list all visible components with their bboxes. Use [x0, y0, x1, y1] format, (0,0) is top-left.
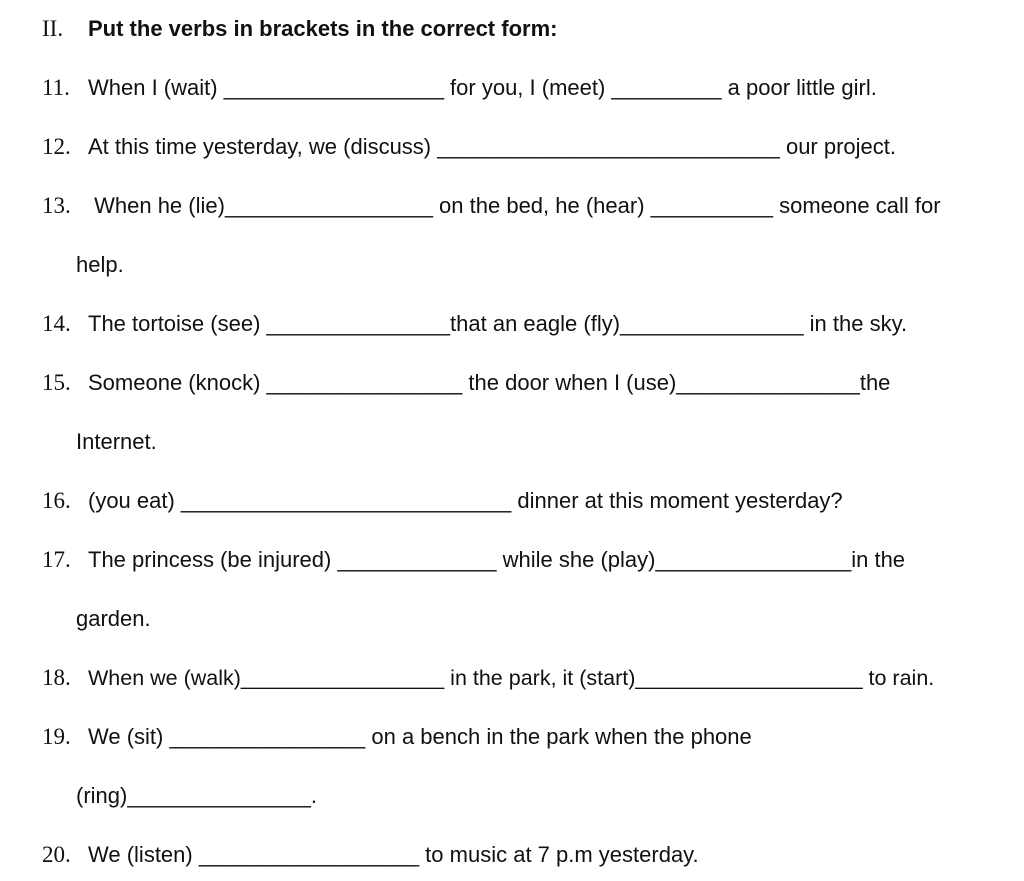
item-number: 14. — [42, 311, 71, 336]
section-number: II. — [42, 16, 64, 41]
item-continuation: (ring)_______________. — [76, 783, 317, 808]
item-text: The tortoise (see) _______________that an eagle (fly)_______________ in the sky. — [88, 311, 908, 336]
item-text: When he (lie)_________________ on the bed, he (hear) __________ someone call for — [88, 193, 941, 218]
item-number: 18. — [42, 665, 71, 690]
item-text: At this time yesterday, we (discuss) ____________________________ our project. — [88, 134, 897, 159]
item-number: 17. — [42, 547, 71, 572]
item-text: When we (walk)_________________ in the park, it (start)___________________ to rain. — [88, 666, 935, 690]
item-number: 11. — [42, 75, 70, 100]
item-text: (you eat) ___________________________ dinner at this moment yesterday? — [88, 488, 843, 513]
item-text: Someone (knock) ________________ the door when I (use)_______________the — [88, 370, 891, 395]
item-number: 20. — [42, 842, 71, 867]
item-number: 19. — [42, 724, 71, 749]
item-number: 13. — [42, 193, 71, 218]
item-text: We (sit) ________________ on a bench in the park when the phone — [88, 724, 752, 749]
item-continuation: garden. — [76, 606, 151, 631]
item-number: 15. — [42, 370, 71, 395]
item-continuation: Internet. — [76, 429, 157, 454]
item-text: The princess (be injured) _____________ while she (play)________________in the — [88, 547, 906, 572]
item-number: 12. — [42, 134, 71, 159]
item-text: We (listen) __________________ to music at 7 p.m yesterday. — [88, 842, 699, 867]
item-continuation: help. — [76, 252, 124, 277]
item-number: 16. — [42, 488, 71, 513]
item-text: When I (wait) __________________ for you, I (meet) _________ a poor little girl. — [88, 75, 877, 100]
section-title: Put the verbs in brackets in the correct form: — [88, 16, 558, 41]
